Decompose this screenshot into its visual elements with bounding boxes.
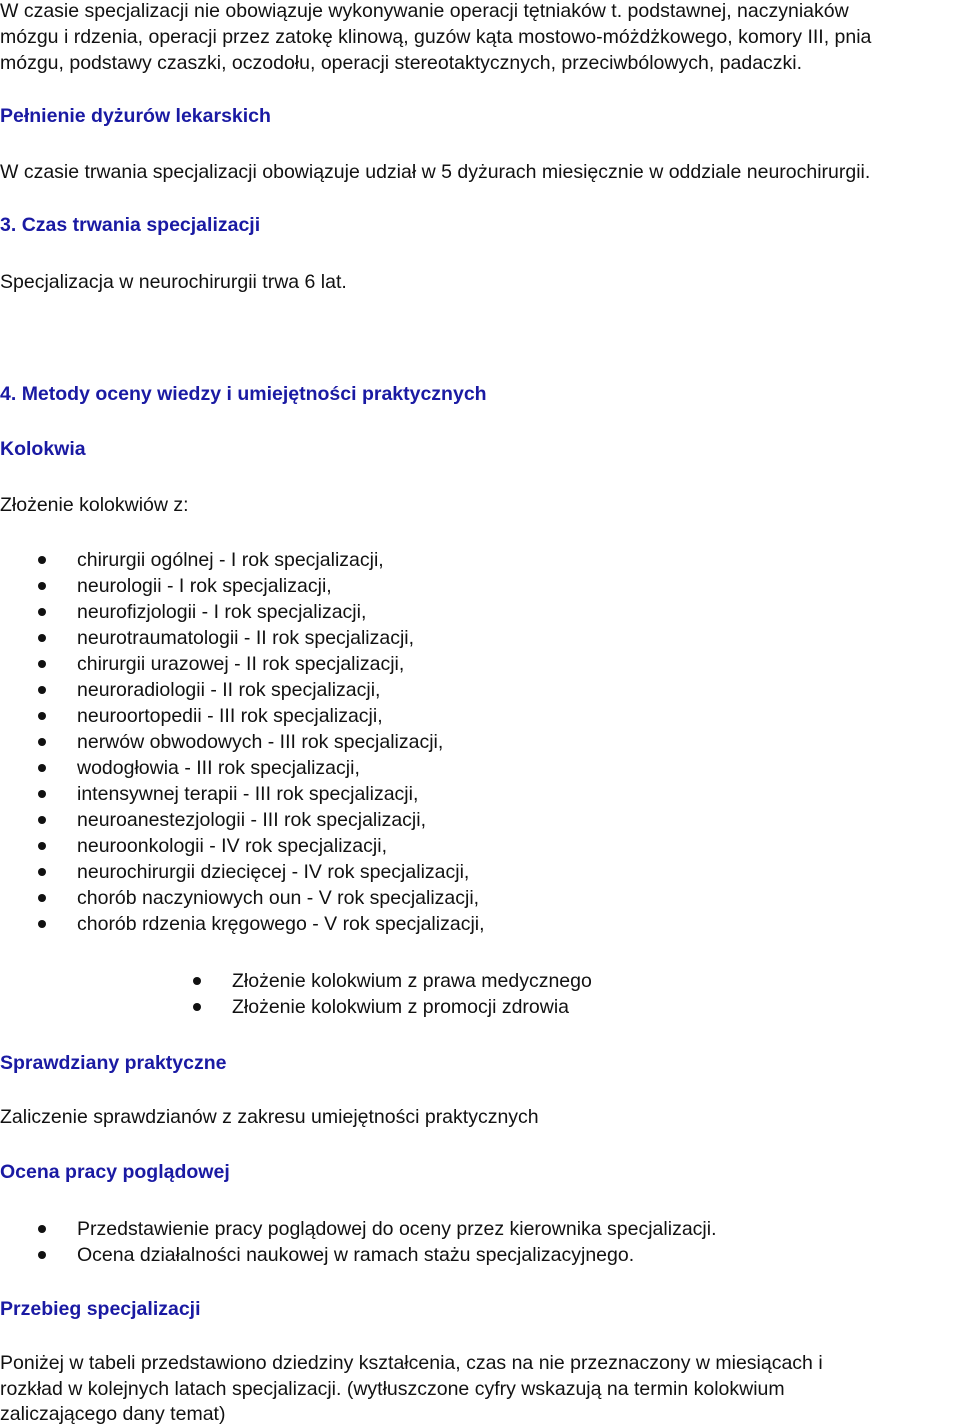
duty-heading: Pełnienie dyżurów lekarskich bbox=[0, 105, 271, 127]
intro-line: W czasie specjalizacji nie obowiązuje wykonywanie operacji tętniaków t. podstawnej, naczyniaków bbox=[0, 0, 849, 22]
section-number: 3. bbox=[0, 214, 17, 236]
kolokwia-intro: Złożenie kolokwiów z: bbox=[0, 494, 189, 516]
review-heading: Ocena pracy poglądowej bbox=[0, 1161, 230, 1183]
list-item-text: neurotraumatologii - II rok specjalizacji, bbox=[77, 627, 415, 649]
list-item bbox=[0, 547, 485, 573]
list-item bbox=[0, 729, 485, 755]
list-item bbox=[0, 651, 485, 677]
list-item-text: neuroonkologii - IV rok specjalizacji, bbox=[77, 835, 387, 857]
list-item-text: chirurgii urazowej - II rok specjalizacji, bbox=[77, 653, 405, 675]
bullet-icon bbox=[38, 868, 46, 876]
practical-text: Zaliczenie sprawdzianów z zakresu umiejętności praktycznych bbox=[0, 1106, 539, 1128]
list-item bbox=[0, 599, 485, 625]
bullet-icon bbox=[38, 686, 46, 694]
bullet-icon bbox=[193, 1003, 201, 1011]
list-item bbox=[0, 677, 485, 703]
list-item-text: Złożenie kolokwium z prawa medycznego bbox=[232, 970, 592, 992]
bullet-icon bbox=[38, 738, 46, 746]
list-item bbox=[0, 1216, 717, 1242]
bullet-icon bbox=[38, 660, 46, 668]
methods-heading bbox=[0, 381, 487, 407]
bullet-icon bbox=[38, 790, 46, 798]
bullet-icon bbox=[38, 816, 46, 824]
course-line: Poniżej w tabeli przedstawiono dziedziny kształcenia, czas na nie przeznaczony w miesiącach i bbox=[0, 1352, 823, 1374]
bullet-icon bbox=[38, 842, 46, 850]
list-item-text: chorób naczyniowych oun - V rok specjalizacji, bbox=[77, 887, 480, 909]
list-item bbox=[0, 755, 485, 781]
course-line: zaliczającego dany temat) bbox=[0, 1403, 226, 1425]
list-item-text: wodogłowia - III rok specjalizacji, bbox=[77, 757, 360, 779]
list-item-text: neurofizjologii - I rok specjalizacji, bbox=[77, 601, 367, 623]
bullet-icon bbox=[38, 894, 46, 902]
list-item-text: intensywnej terapii - III rok specjalizacji, bbox=[77, 783, 419, 805]
list-item bbox=[0, 573, 485, 599]
list-item bbox=[0, 968, 592, 994]
bullet-icon bbox=[38, 608, 46, 616]
list-item-text: chorób rdzenia kręgowego - V rok specjalizacji, bbox=[77, 913, 485, 935]
list-item-text: Przedstawienie pracy poglądowej do oceny przez kierownika specjalizacji. bbox=[77, 1218, 717, 1240]
list-item-text: neurologii - I rok specjalizacji, bbox=[77, 575, 332, 597]
list-item bbox=[0, 781, 485, 807]
kolokwia-heading: Kolokwia bbox=[0, 438, 86, 460]
duty-text: W czasie trwania specjalizacji obowiązuje udział w 5 dyżurach miesięcznie w oddziale neurochirurgii. bbox=[0, 161, 871, 183]
course-line: rozkład w kolejnych latach specjalizacji. (wytłuszczone cyfry wskazują na termin kolokwium bbox=[0, 1378, 785, 1400]
list-item-text: Ocena działalności naukowej w ramach stażu specjalizacyjnego. bbox=[77, 1244, 635, 1266]
bullet-icon bbox=[193, 977, 201, 985]
list-item bbox=[0, 911, 485, 937]
section-title: Czas trwania specjalizacji bbox=[21, 214, 261, 236]
list-item bbox=[0, 807, 485, 833]
list-item bbox=[0, 885, 485, 911]
bullet-icon bbox=[38, 556, 46, 564]
bullet-icon bbox=[38, 1225, 46, 1233]
list-item bbox=[0, 833, 485, 859]
list-item-text: neuroortopedii - III rok specjalizacji, bbox=[77, 705, 383, 727]
list-item-text: neuroradiologii - II rok specjalizacji, bbox=[77, 679, 381, 701]
list-item-text: neuroanestezjologii - III rok specjalizacji, bbox=[77, 809, 427, 831]
bullet-icon bbox=[38, 634, 46, 642]
bullet-icon bbox=[38, 1251, 46, 1259]
list-item bbox=[0, 859, 485, 885]
review-list bbox=[0, 1216, 717, 1268]
duration-heading bbox=[0, 212, 260, 238]
duration-text: Specjalizacja w neurochirurgii trwa 6 lat. bbox=[0, 271, 347, 293]
list-item bbox=[0, 1242, 717, 1268]
list-item bbox=[0, 625, 485, 651]
list-item-text: Złożenie kolokwium z promocji zdrowia bbox=[232, 996, 570, 1018]
section-title: Metody oceny wiedzy i umiejętności praktycznych bbox=[21, 383, 487, 405]
kolokwia-extra-list bbox=[0, 968, 592, 1020]
list-item-text: chirurgii ogólnej - I rok specjalizacji, bbox=[77, 549, 384, 571]
practical-heading: Sprawdziany praktyczne bbox=[0, 1052, 227, 1074]
kolokwia-list bbox=[0, 547, 485, 937]
bullet-icon bbox=[38, 764, 46, 772]
bullet-icon bbox=[38, 712, 46, 720]
bullet-icon bbox=[38, 920, 46, 928]
list-item bbox=[0, 703, 485, 729]
bullet-icon bbox=[38, 582, 46, 590]
section-number: 4. bbox=[0, 383, 17, 405]
list-item bbox=[0, 994, 592, 1020]
list-item-text: neurochirurgii dziecięcej - IV rok specjalizacji, bbox=[77, 861, 470, 883]
intro-line: mózgu, podstawy czaszki, oczodołu, operacji stereotaktycznych, przeciwbólowych, padaczki. bbox=[0, 52, 803, 74]
list-item-text: nerwów obwodowych - III rok specjalizacji, bbox=[77, 731, 444, 753]
intro-line: mózgu i rdzenia, operacji przez zatokę klinową, guzów kąta mostowo-móżdżkowego, komory III, pnia bbox=[0, 26, 872, 48]
course-heading: Przebieg specjalizacji bbox=[0, 1298, 201, 1320]
